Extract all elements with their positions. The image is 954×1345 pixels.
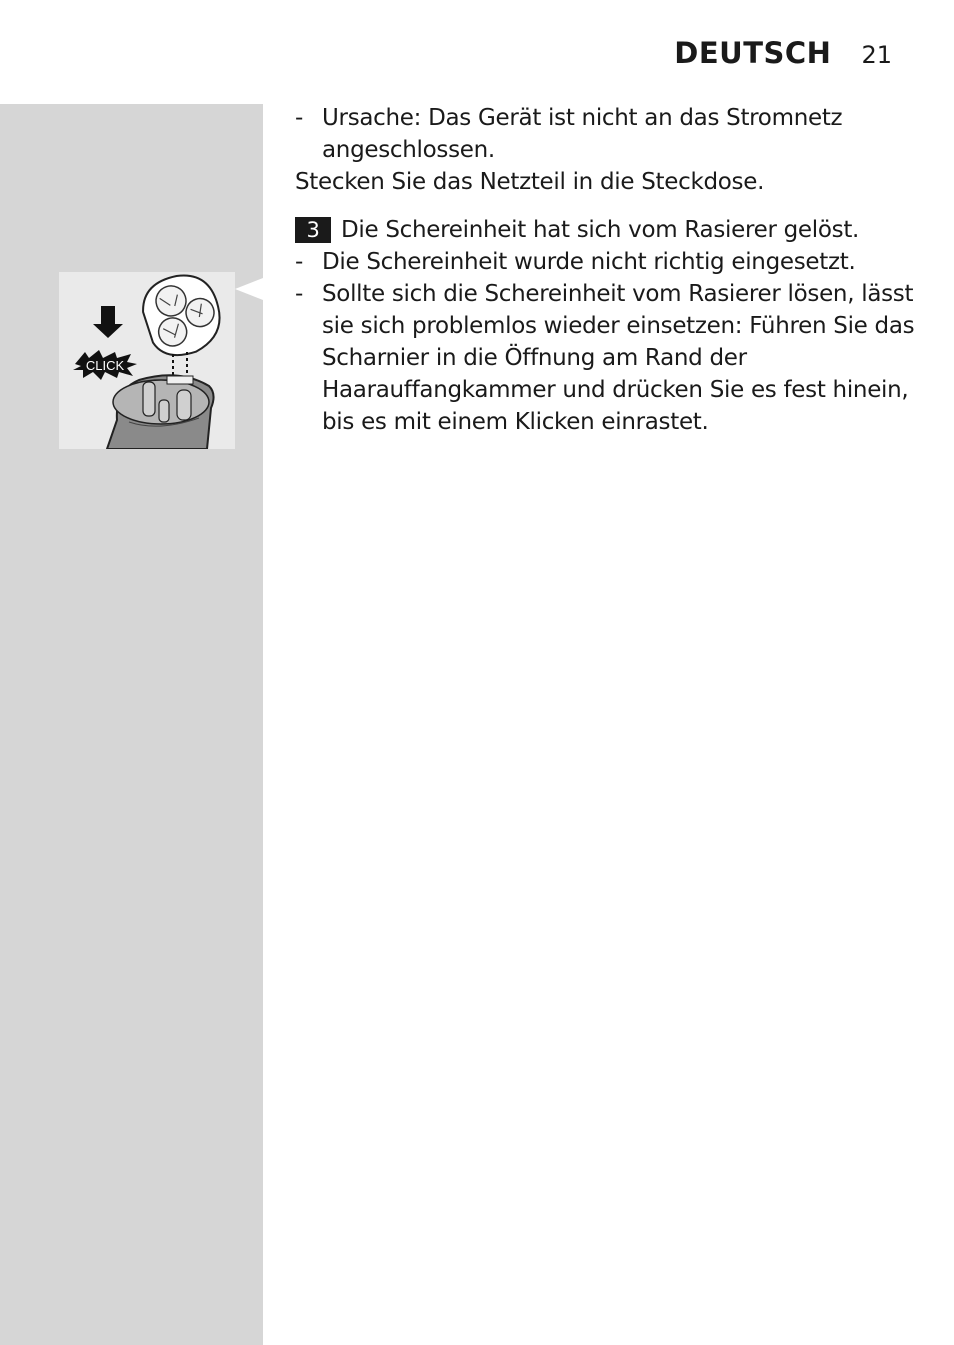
main-content — [295, 102, 915, 438]
click-badge: CLICK — [85, 358, 125, 373]
cause-text: Die Schereinheit wurde nicht richtig eingesetzt. — [322, 249, 856, 275]
step-number: 3 — [295, 217, 331, 243]
callout-pointer — [235, 278, 263, 300]
step-title: Die Schereinheit hat sich vom Rasierer gelöst. — [341, 217, 860, 243]
list-item — [295, 102, 915, 166]
language-title: DEUTSCH — [674, 36, 832, 70]
bullet-dash: - — [295, 281, 303, 307]
down-arrow-icon — [93, 306, 123, 338]
solution-text: Sollte sich die Schereinheit vom Rasierer lösen, lässt sie sich problemlos wieder einsetzen: Führen Sie das Scharnier in die Öffnung am Rand der Haarauffangkammer und drücken Sie es fest hinein, bis es mit einem Klicken einrastet. — [322, 281, 915, 435]
page-number: 21 — [861, 41, 892, 69]
list-item — [295, 246, 915, 278]
shaver-drawing — [59, 272, 235, 449]
instruction-text: Stecken Sie das Netzteil in die Steckdose. — [295, 169, 765, 195]
shaver-illustration — [59, 272, 235, 449]
step-heading — [295, 214, 915, 246]
list-item — [295, 278, 915, 438]
page-header — [674, 36, 892, 70]
cause-text: Ursache: Das Gerät ist nicht an das Stromnetz angeschlossen. — [322, 105, 843, 163]
bullet-dash: - — [295, 105, 303, 131]
bullet-dash: - — [295, 249, 303, 275]
